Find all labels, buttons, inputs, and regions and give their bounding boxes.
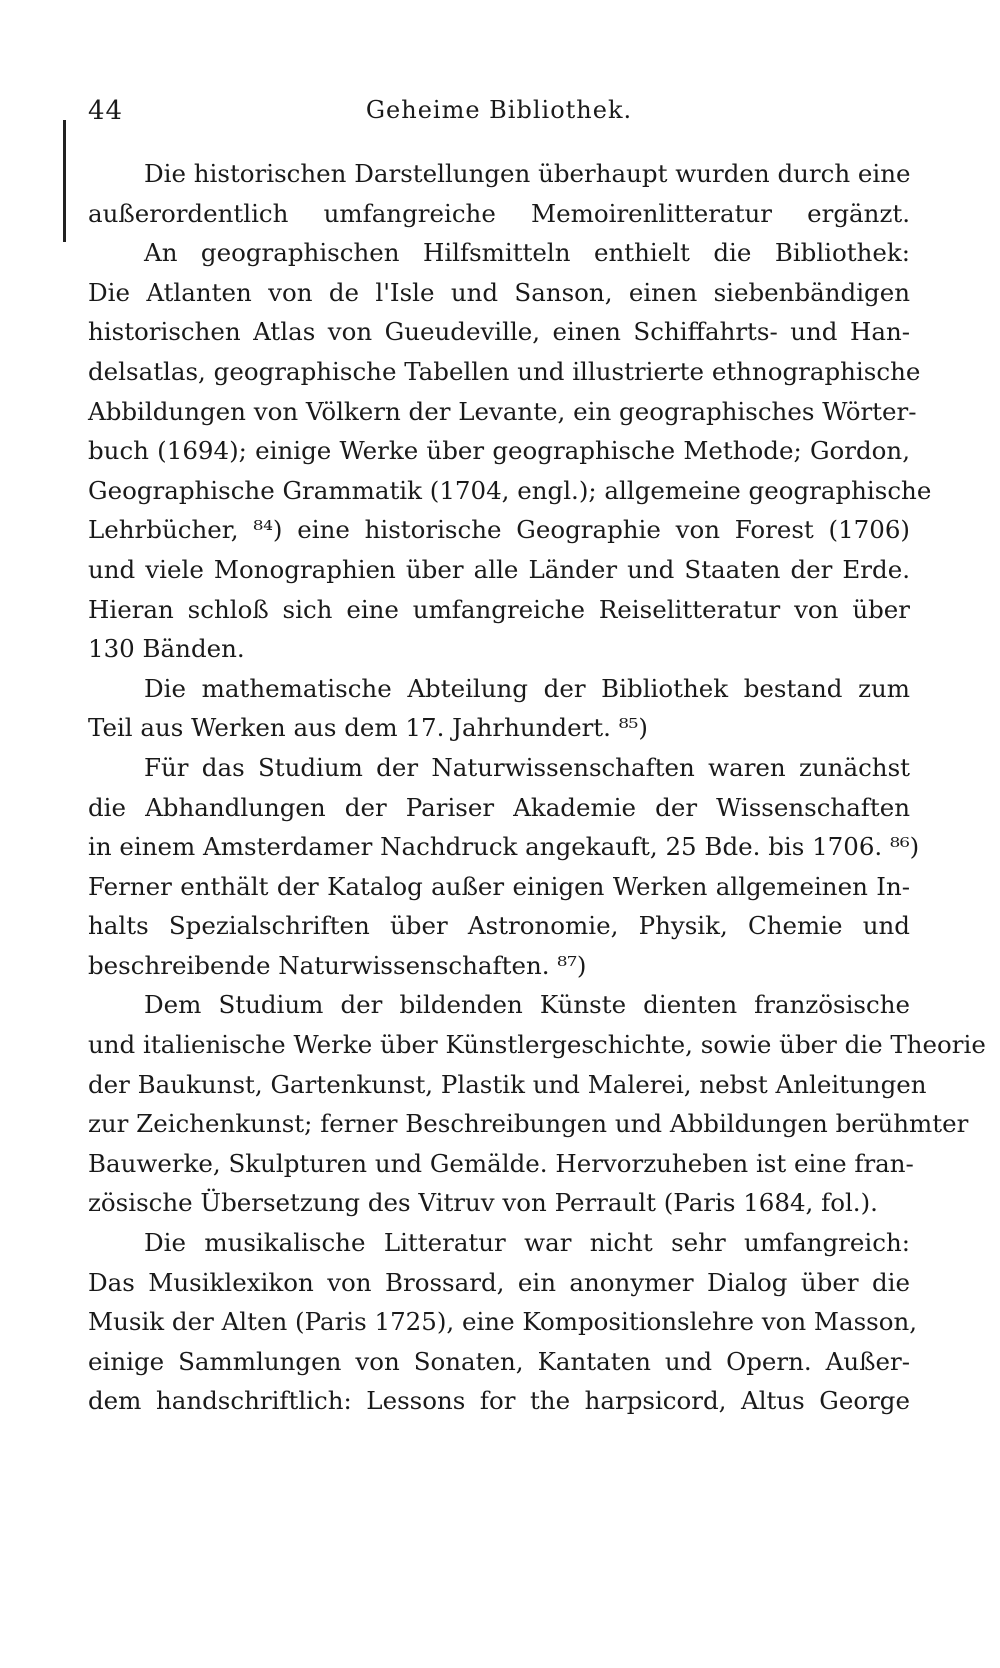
text-line: zösische Übersetzung des Vitruv von Perrault (Paris 1684, fol.). [88, 1188, 878, 1218]
text-line: Musik der Alten (Paris 1725), eine Kompositionslehre von Masson, [88, 1307, 918, 1337]
margin-mark [63, 120, 66, 242]
text-line: die Abhandlungen der Pariser Akademie der Wissenschaften [88, 792, 910, 822]
text-line: Die musikalische Litteratur war nicht sehr umfangreich: [144, 1228, 910, 1258]
text-line: Ferner enthält der Katalog außer einigen Werken allgemeinen In- [88, 871, 910, 901]
text-line: Bauwerke, Skulpturen und Gemälde. Hervorzuheben ist eine fran- [88, 1148, 914, 1178]
text-line: historischen Atlas von Gueudeville, einen Schiffahrts- und Han- [88, 317, 910, 347]
text-line: Geographische Grammatik (1704, engl.); allgemeine geographische [88, 475, 932, 505]
text-line: Die historischen Darstellungen überhaupt wurden durch eine [144, 159, 911, 188]
text-line: beschreibende Naturwissenschaften. ⁸⁷) [88, 950, 587, 980]
body-text [88, 154, 986, 1421]
text-line: delsatlas, geographische Tabellen und illustrierte ethnographische [88, 356, 921, 386]
text-line: buch (1694); einige Werke über geographische Methode; Gordon, [88, 436, 910, 466]
text-line: und italienische Werke über Künstlergeschichte, sowie über die Theorie [88, 1030, 986, 1060]
text-line: Lehrbücher, ⁸⁴) eine historische Geographie von Forest (1706) [88, 515, 910, 545]
text-line: in einem Amsterdamer Nachdruck angekauft, 25 Bde. bis 1706. ⁸⁶) [88, 832, 920, 862]
text-line: Teil aus Werken aus dem 17. Jahrhundert. ⁸⁵) [88, 713, 648, 743]
text-line: außerordentlich umfangreiche Memoirenlitteratur ergänzt. [88, 198, 910, 228]
text-line: der Baukunst, Gartenkunst, Plastik und Malerei, nebst Anleitungen [88, 1069, 927, 1099]
running-title: Geheime Bibliothek. [365, 96, 633, 124]
text-line: Die Atlanten von de l'Isle und Sanson, einen siebenbändigen [88, 277, 910, 307]
text-line: Hieran schloß sich eine umfangreiche Reiselitteratur von über [88, 594, 910, 624]
page-header [88, 96, 910, 136]
text-line: Die mathematische Abteilung der Bibliothek bestand zum [144, 673, 910, 703]
text-line: Das Musiklexikon von Brossard, ein anonymer Dialog über die [88, 1267, 910, 1297]
text-line: 130 Bänden. [88, 634, 245, 664]
text-line: halts Spezialschriften über Astronomie, Physik, Chemie und [88, 911, 910, 941]
text-line: und viele Monographien über alle Länder und Staaten der Erde. [88, 554, 910, 584]
text-line: Abbildungen von Völkern der Levante, ein geographisches Wörter- [88, 396, 917, 426]
page-number: 44 [88, 96, 124, 126]
text-line: einige Sammlungen von Sonaten, Kantaten und Opern. Außer- [88, 1346, 910, 1376]
text-line: Dem Studium der bildenden Künste dienten französische [144, 990, 910, 1020]
text-line: An geographischen Hilfsmitteln enthielt die Bibliothek: [144, 238, 910, 268]
text-line: Für das Studium der Naturwissenschaften waren zunächst [144, 752, 910, 782]
text-line: dem handschriftlich: Lessons for the harpsicord, Altus George [88, 1386, 910, 1416]
text-line: zur Zeichenkunst; ferner Beschreibungen und Abbildungen berühmter [88, 1109, 969, 1139]
